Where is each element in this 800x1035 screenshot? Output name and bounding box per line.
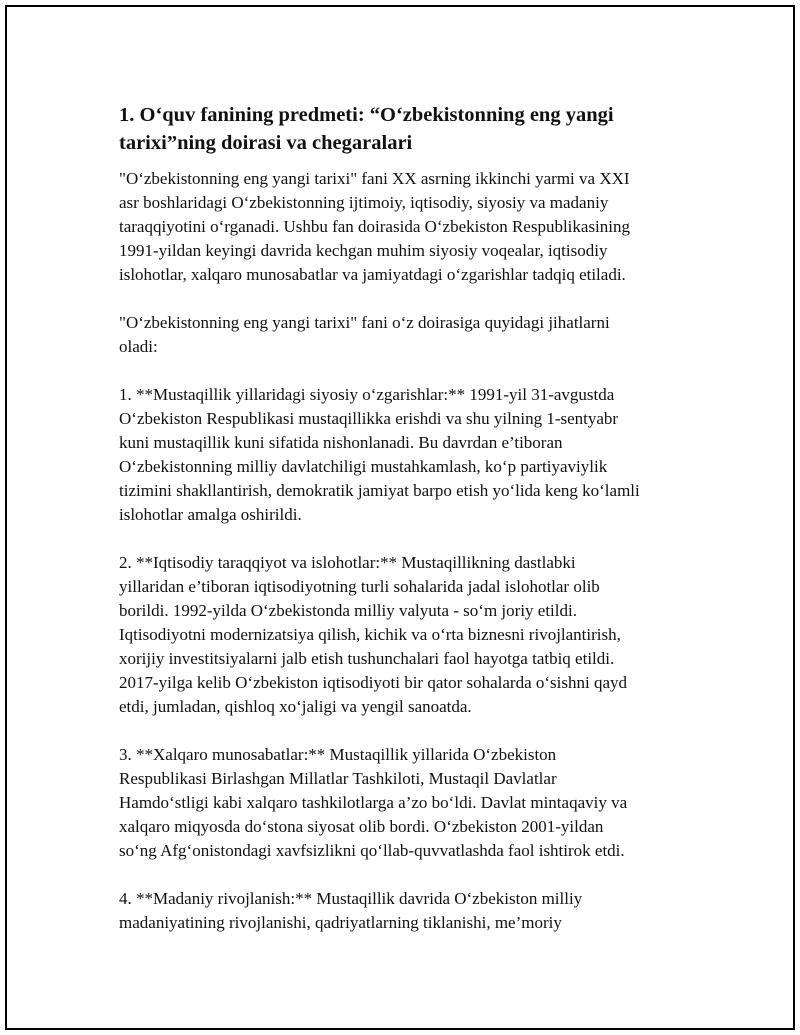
text-line: 2017-yilga kelib O‘zbekiston iqtisodiyoti bir qator sohalarda o‘sishni qayd xyxy=(119,673,628,692)
scope-paragraph xyxy=(119,311,709,359)
economic-paragraph xyxy=(119,551,709,719)
title-line: tarixi”ning doirasi va chegaralari xyxy=(119,132,413,154)
text-line: kuni mustaqillik kuni sifatida nishonlanadi. Bu davrdan e’tiboran xyxy=(119,433,563,452)
cultural-development-paragraph xyxy=(119,887,709,935)
international-relations-paragraph xyxy=(119,743,709,863)
text-line: so‘ng Afg‘onistondagi xavfsizlikni qo‘llab-quvvatlashda faol ishtirok etdi. xyxy=(119,841,625,860)
text-line: oladi: xyxy=(119,337,158,356)
text-line: 4. **Madaniy rivojlanish:** Mustaqillik davrida O‘zbekiston milliy xyxy=(119,889,583,908)
text-line: O‘zbekistonning milliy davlatchiligi mustahkamlash, ko‘p partiyaviylik xyxy=(119,457,608,476)
text-line: 3. **Xalqaro munosabatlar:** Mustaqillik yillarida O‘zbekiston xyxy=(119,745,557,764)
text-line: taraqqiyotini o‘rganadi. Ushbu fan doirasida O‘zbekiston Respublikasining xyxy=(119,217,631,236)
document-body xyxy=(119,101,709,959)
text-line: Iqtisodiyotni modernizatsiya qilish, kichik va o‘rta biznesni rivojlantirish, xyxy=(119,625,621,644)
text-line: asr boshlaridagi O‘zbekistonning ijtimoiy, iqtisodiy, siyosiy va madaniy xyxy=(119,193,609,212)
title-line: 1. O‘quv fanining predmeti: “O‘zbekistonning eng yangi xyxy=(119,104,614,126)
text-line: Respublikasi Birlashgan Millatlar Tashkiloti, Mustaqil Davlatlar xyxy=(119,769,557,788)
text-line: madaniyatining rivojlanishi, qadriyatlarning tiklanishi, me’moriy xyxy=(119,913,562,932)
text-line: islohotlar amalga oshirildi. xyxy=(119,505,302,524)
text-line: O‘zbekiston Respublikasi mustaqillikka erishdi va shu yilning 1-sentyabr xyxy=(119,409,619,428)
text-line: Hamdo‘stligi kabi xalqaro tashkilotlarga a’zo bo‘ldi. Davlat mintaqaviy va xyxy=(119,793,628,812)
text-line: 2. **Iqtisodiy taraqqiyot va islohotlar:** Mustaqillikning dastlabki xyxy=(119,553,576,572)
text-line: yillaridan e’tiboran iqtisodiyotning turli sohalarida jadal islohotlar olib xyxy=(119,577,600,596)
political-changes-paragraph xyxy=(119,383,709,527)
document-title xyxy=(119,101,709,157)
text-line: etdi, jumladan, qishloq xo‘jaligi va yengil sanoatda. xyxy=(119,697,472,716)
intro-paragraph xyxy=(119,167,709,287)
text-line: 1. **Mustaqillik yillaridagi siyosiy o‘zgarishlar:** 1991-yil 31-avgustda xyxy=(119,385,615,404)
text-line: tizimini shakllantirish, demokratik jamiyat barpo etish yo‘lida keng ko‘lamli xyxy=(119,481,640,500)
text-line: borildi. 1992-yilda O‘zbekistonda milliy valyuta - so‘m joriy etildi. xyxy=(119,601,577,620)
text-line: 1991-yildan keyingi davrida kechgan muhim siyosiy voqealar, iqtisodiy xyxy=(119,241,608,260)
text-line: "O‘zbekistonning eng yangi tarixi" fani XX asrning ikkinchi yarmi va XXI xyxy=(119,169,630,188)
text-line: xorijiy investitsiyalarni jalb etish tushunchalari faol hayotga tatbiq etildi. xyxy=(119,649,615,668)
text-line: islohotlar, xalqaro munosabatlar va jamiyatdagi o‘zgarishlar tadqiq etiladi. xyxy=(119,265,626,284)
document-page xyxy=(5,5,795,1030)
text-line: "O‘zbekistonning eng yangi tarixi" fani o‘z doirasiga quyidagi jihatlarni xyxy=(119,313,610,332)
text-line: xalqaro miqyosda do‘stona siyosat olib bordi. O‘zbekiston 2001-yildan xyxy=(119,817,604,836)
